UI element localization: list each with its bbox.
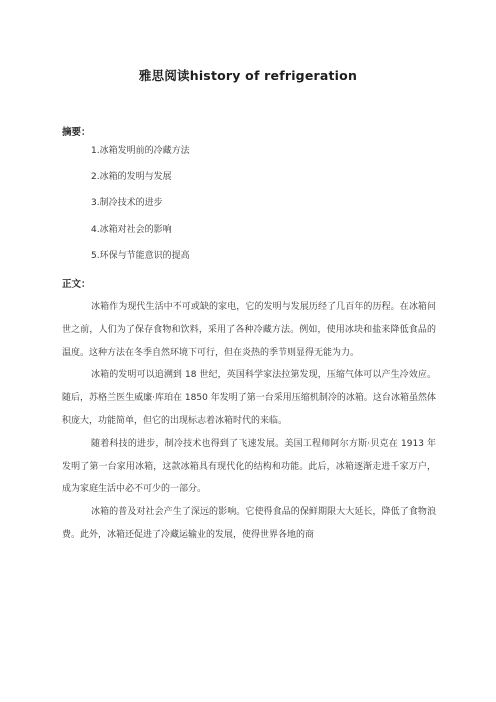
outline-item: 2.冰箱的发明与发展 [91,172,172,183]
outline-item: 1.冰箱发明前的冷藏方法 [91,146,190,156]
outline-item: 4.冰箱对社会的影响 [91,224,172,235]
outline-list [91,144,190,275]
body-paragraph: 冰箱的发明可以追溯到 18 世纪，英国科学家法拉第发现，压缩气体可以产生冷效应。随后，苏格兰医生威廉·库珀在 1850 年发明了第一台采用压缩机制冷的冰箱。这台冰箱虽然体积庞大，功能简单，但它的出现标志着冰箱时代的来临。 [62,370,436,426]
document-title: 雅思阅读history of refrigeration [138,68,358,83]
body-paragraph: 冰箱的普及对社会产生了深远的影响。它使得食品的保鲜期限大大延长，降低了食物浪费。此外，冰箱还促进了冷藏运输业的发展，使得世界各地的商 [62,507,436,540]
body-text [62,296,436,547]
body-paragraph: 随着科技的进步，制冷技术也得到了飞速发展。美国工程师阿尔方斯·贝克在 1913 年发明了第一台家用冰箱，这款冰箱具有现代化的结构和功能。此后，冰箱逐渐走进千家万户，成为家庭生活中必不可少的一部分。 [62,438,436,495]
abstract-heading: 摘要： [62,127,91,138]
outline-item: 5.环保与节能意识的提高 [91,250,190,261]
outline-item: 3.制冷技术的进步 [91,198,163,209]
body-paragraph: 冰箱作为现代生活中不可或缺的家电，它的发明与发展历经了几百年的历程。在冰箱问世之前，人们为了保存食物和饮料，采用了各种冷藏方法。例如，使用冰块和盐来降低食品的温度。这种方法在冬季自然环境下可行，但在炎热的季节则显得无能为力。 [62,302,436,358]
body-heading: 正文： [62,279,91,290]
